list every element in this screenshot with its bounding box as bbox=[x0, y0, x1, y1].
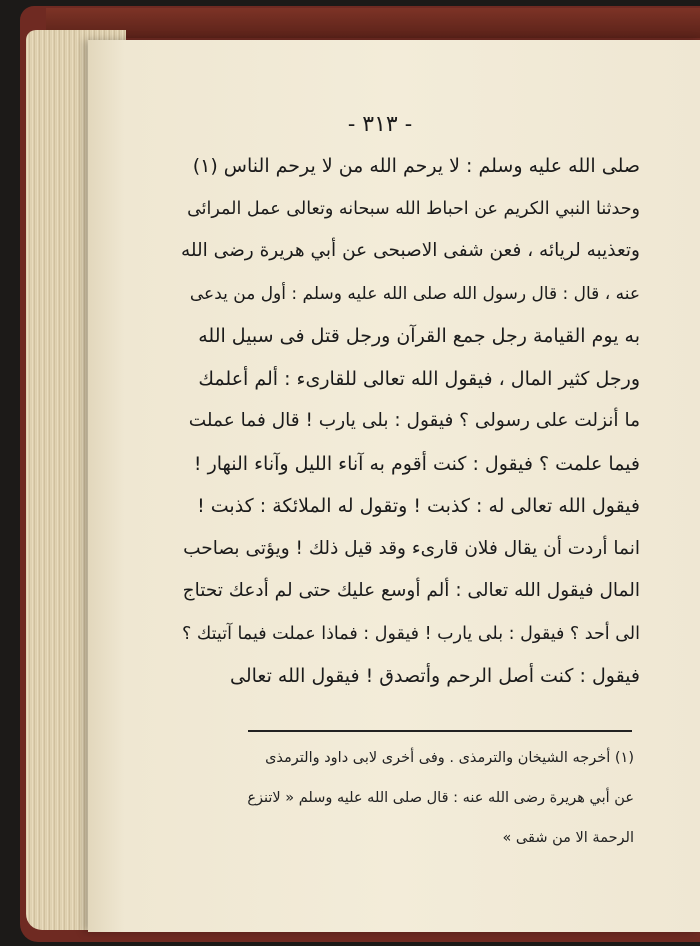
text-line: فيما علمت ؟ فيقول : كنت أقوم به آناء الليل وآناء النهار ! bbox=[193, 452, 640, 475]
text-line: ما أنزلت على رسولى ؟ فيقول : بلى يارب ! قال فما عملت bbox=[188, 410, 640, 431]
text-line: فيقول الله تعالى له : كذبت ! وتقول له الملائكة : كذبت ! bbox=[197, 495, 640, 517]
book-top-edge bbox=[46, 8, 700, 38]
text-line: الى أحد ؟ فيقول : بلى يارب ! فيقول : فماذا عملت فيما آتيتك ؟ bbox=[182, 623, 640, 644]
page-number: - ٣١٣ - bbox=[347, 112, 413, 137]
text-line: صلى الله عليه وسلم : لا يرحم الله من لا يرحم الناس (١) bbox=[192, 155, 640, 177]
footnote-line: (١) أخرجه الشيخان والترمذى . وفى أخرى لابى داود والترمذى bbox=[265, 750, 634, 766]
text-line: فيقول : كنت أصل الرحم وأتصدق ! فيقول الله تعالى bbox=[230, 665, 640, 687]
text-line: انما أردت أن يقال فلان قارىء وقد قيل ذلك ! ويؤتى بصاحب bbox=[183, 537, 640, 559]
main-text bbox=[180, 145, 640, 698]
text-line: ورجل كثير المال ، فيقول الله تعالى للقارىء : ألم أعلمك bbox=[198, 367, 640, 390]
footnote-divider bbox=[248, 730, 632, 732]
text-line: المال فيقول الله تعالى : ألم أوسع عليك حتى لم أدعك تحتاج bbox=[182, 580, 640, 601]
text-line: وتعذيبه لريائه ، فعن شفى الاصبحى عن أبي هريرة رضى الله bbox=[180, 240, 640, 261]
text-line: به يوم القيامة رجل جمع القرآن ورجل قتل فى سبيل الله bbox=[198, 325, 640, 347]
text-line: وحدثنا النبي الكريم عن احباط الله سبحانه وتعالى عمل المرائى bbox=[187, 198, 640, 219]
footnote-line: عن أبي هريرة رضى الله عنه : قال صلى الله عليه وسلم « لاتنزع bbox=[247, 790, 634, 806]
footnote bbox=[180, 738, 634, 858]
text-line: عنه ، قال : قال رسول الله صلى الله عليه وسلم : أول من يدعى bbox=[189, 283, 640, 304]
footnote-line: الرحمة الا من شقى » bbox=[502, 830, 634, 846]
